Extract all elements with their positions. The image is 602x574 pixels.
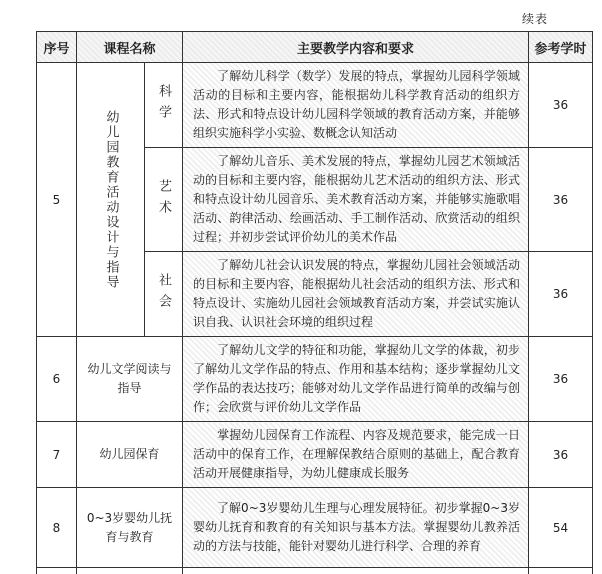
cut-cell — [77, 568, 183, 574]
sub-course-name: 科学 — [154, 84, 173, 126]
course-cell — [77, 63, 145, 337]
sub-course-cell — [145, 63, 183, 148]
sub-course-name: 艺术 — [154, 179, 173, 221]
table-row — [37, 422, 593, 488]
table-row-continued — [37, 568, 593, 574]
content-cell — [183, 337, 529, 422]
course-name: 0~3岁婴幼儿抚育与教育 — [77, 488, 183, 568]
table-row — [37, 488, 593, 568]
continued-label: 续表 — [522, 10, 548, 27]
content-text: 了解幼儿文学的特征和功能，掌握幼儿文学的体裁，初步了解幼儿文学作品的特点、作用和基本结构；逐步掌握幼儿文学作品的表达技巧；能够对幼儿文学作品进行简单的改编与创作；会欣赏与评价幼儿文学作品 — [193, 343, 520, 414]
row-seq: 6 — [37, 337, 77, 422]
sub-course-name: 社会 — [154, 273, 173, 315]
content-cell — [183, 488, 529, 568]
header-hours: 参考学时 — [529, 32, 593, 63]
hours-cell: 36 — [529, 422, 593, 488]
content-cell — [183, 148, 529, 252]
table-row — [37, 63, 593, 148]
course-name: 幼儿园教育活动设计与指导 — [104, 110, 118, 290]
hours-cell: 54 — [529, 488, 593, 568]
content-cell — [183, 252, 529, 337]
table-row — [37, 337, 593, 422]
header-content: 主要教学内容和要求 — [183, 32, 529, 63]
content-text: 了解0~3岁婴幼儿生理与心理发展特征。初步掌握0~3岁婴幼儿抚育和教育的有关知识与基本方法。掌握婴幼儿教养活动的方法与技能，能针对婴幼儿进行科学、合理的养育 — [193, 501, 520, 553]
hours-cell: 36 — [529, 252, 593, 337]
content-text: 了解幼儿科学（数学）发展的特点，掌握幼儿园科学领域活动的目标和主要内容，能根据幼儿科学教育活动的组织方法、形式和特点设计幼儿园科学领域的教育活动方案，并能够组织实施科学小实验、数概念认知活动 — [193, 69, 520, 140]
content-cell — [183, 63, 529, 148]
sub-course-cell — [145, 148, 183, 252]
header-seq: 序号 — [37, 32, 77, 63]
row-seq: 8 — [37, 488, 77, 568]
curriculum-table — [36, 31, 593, 574]
cut-cell — [529, 568, 593, 574]
hours-cell: 36 — [529, 148, 593, 252]
content-text: 了解幼儿音乐、美术发展的特点，掌握幼儿园艺术领域活动的目标和主要内容，能根据幼儿艺术活动的组织方法、形式和特点设计幼儿园音乐、美术教育活动方案，并能够实施歌唱活动、韵律活动、绘画活动、手工制作活动、欣赏活动的组织过程；并初步尝试评价幼儿的美术作品 — [193, 154, 520, 244]
cut-cell — [37, 568, 77, 574]
course-name: 幼儿文学阅读与指导 — [77, 337, 183, 422]
content-text: 掌握幼儿园保育工作流程、内容及规范要求，能完成一日活动中的保育工作，在理解保教结合原则的基础上，配合教育活动开展健康指导，为幼儿健康成长服务 — [193, 428, 520, 480]
hours-cell: 36 — [529, 63, 593, 148]
hours-cell: 36 — [529, 337, 593, 422]
content-cell — [183, 422, 529, 488]
table-header-row — [37, 32, 593, 63]
content-text: 了解幼儿社会认识发展的特点，掌握幼儿园社会领域活动的目标和主要内容，能根据幼儿社会活动的组织方法、形式和特点设计、实施幼儿园社会领域教育活动方案，并尝试实施认识自我、认识社会环境的组织过程 — [193, 258, 520, 329]
row-seq: 7 — [37, 422, 77, 488]
course-name: 幼儿园保育 — [77, 422, 183, 488]
sub-course-cell — [145, 252, 183, 337]
cut-cell — [183, 568, 529, 574]
row-seq: 5 — [37, 63, 77, 337]
header-course: 课程名称 — [77, 32, 183, 63]
